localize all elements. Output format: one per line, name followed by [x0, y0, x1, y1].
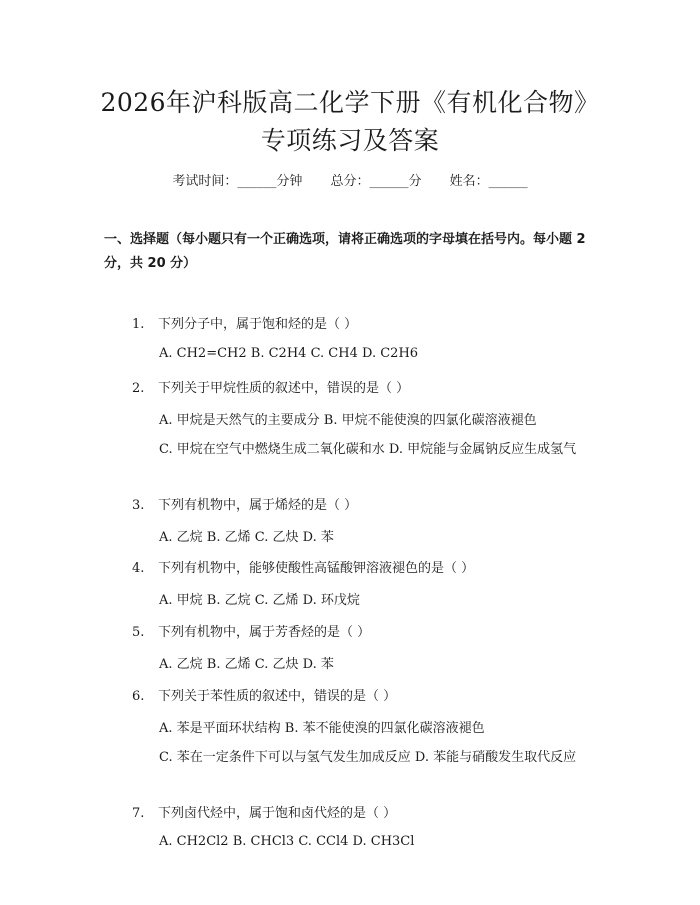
- question-7: [132, 802, 396, 821]
- question-text: 下列有机物中，属于芳香烃的是（ ）: [158, 625, 371, 640]
- question-options: A. CH2Cl2 B. CHCl3 C. CCl4 D. CH3Cl: [159, 834, 415, 849]
- question-number: 5.: [132, 625, 145, 640]
- question-options: A. 乙烷 B. 乙烯 C. 乙炔 D. 苯: [159, 657, 334, 672]
- section-heading: 一、选择题（每小题只有一个正确选项，请将正确选项的字母填在括号内。每小题 2 分，共 20 分）: [104, 232, 586, 271]
- question-2: [132, 377, 409, 396]
- question-options: A. 甲烷 B. 乙烷 C. 乙烯 D. 环戊烷: [159, 593, 360, 608]
- question-number: 2.: [132, 381, 145, 396]
- exam-info: [0, 170, 700, 189]
- question-5: [132, 621, 370, 640]
- question-text: 下列分子中，属于饱和烃的是（ ）: [158, 317, 358, 332]
- question-text: 下列关于苯性质的叙述中，错误的是（ ）: [158, 689, 397, 704]
- title-line-1: 2026年沪科版高二化学下册《有机化合物》: [100, 88, 600, 117]
- title-line-2: 专项练习及答案: [260, 126, 440, 155]
- question-number: 7.: [132, 806, 145, 821]
- exam-time: 考试时间：______分钟: [172, 174, 303, 189]
- question-text: 下列关于甲烷性质的叙述中，错误的是（ ）: [158, 381, 410, 396]
- question-text: 下列有机物中，能够使酸性高锰酸钾溶液褪色的是（ ）: [158, 561, 475, 576]
- question-6: [132, 685, 396, 704]
- question-options: A. 甲烷是天然气的主要成分 B. 甲烷不能使溴的四氯化碳溶液褪色: [159, 413, 537, 428]
- question-number: 3.: [132, 498, 145, 513]
- question-1: [132, 313, 357, 332]
- total-score: 总分：______分: [330, 174, 422, 189]
- question-4: [132, 557, 474, 576]
- question-number: 6.: [132, 689, 145, 704]
- question-number: 1.: [132, 317, 145, 332]
- question-text: 下列卤代烃中，属于饱和卤代烃的是（ ）: [158, 806, 397, 821]
- question-options: A. 乙烷 B. 乙烯 C. 乙炔 D. 苯: [159, 530, 334, 545]
- question-options: A. CH2=CH2 B. C2H4 C. CH4 D. C2H6: [159, 346, 419, 361]
- question-options-wrapped: C. 苯在一定条件下可以与氢气发生加成反应 D. 苯能与硝酸发生取代反应: [159, 750, 577, 765]
- question-number: 4.: [132, 561, 145, 576]
- question-text: 下列有机物中，属于烯烃的是（ ）: [158, 498, 358, 513]
- question-options: A. 苯是平面环状结构 B. 苯不能使溴的四氯化碳溶液褪色: [159, 721, 485, 736]
- question-3: [132, 494, 357, 513]
- question-options-wrapped: C. 甲烷在空气中燃烧生成二氧化碳和水 D. 甲烷能与金属钠反应生成氢气: [159, 442, 577, 457]
- student-name: 姓名：______: [449, 174, 528, 189]
